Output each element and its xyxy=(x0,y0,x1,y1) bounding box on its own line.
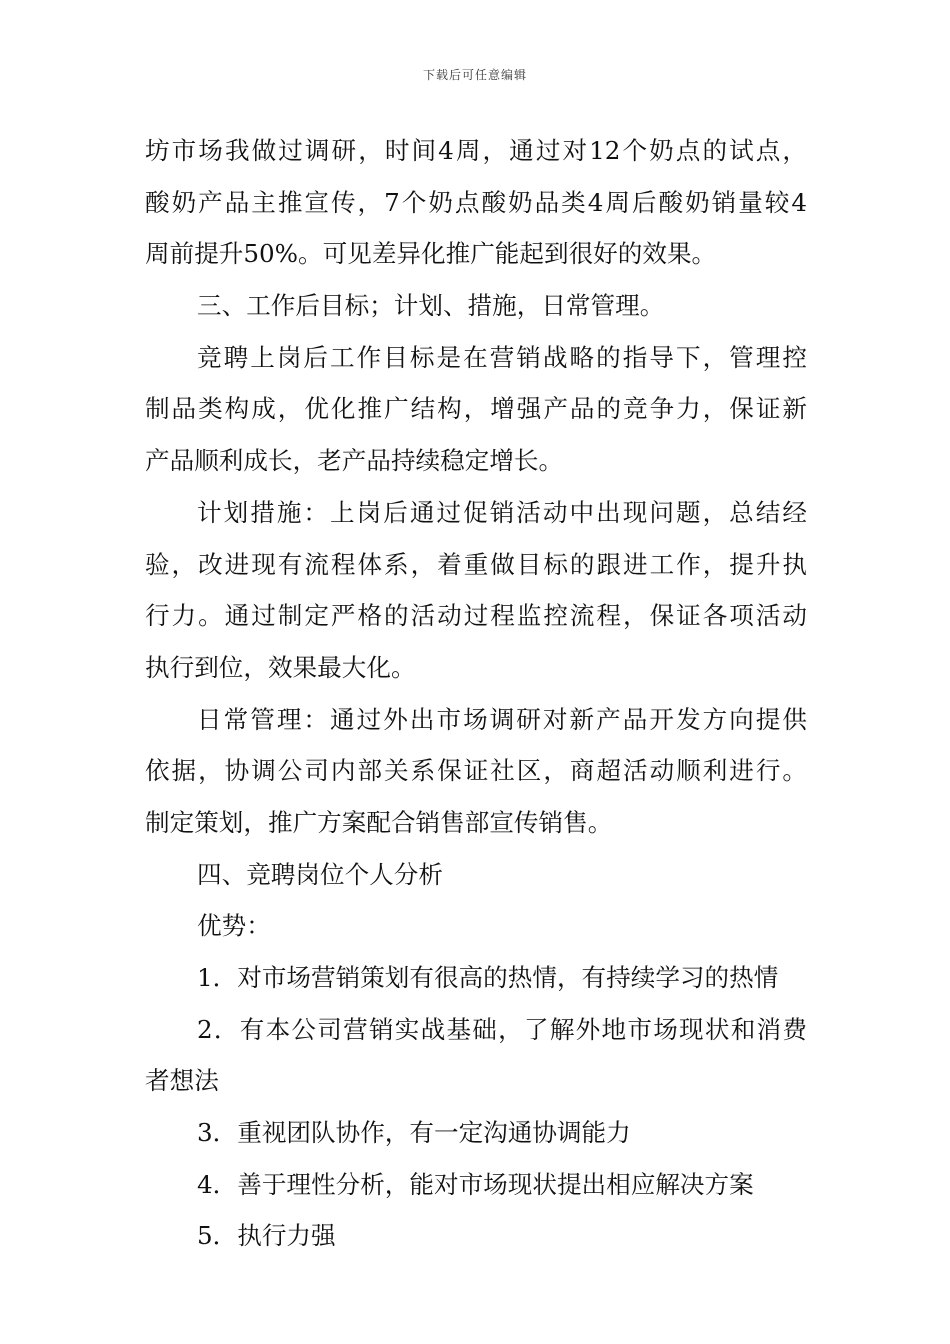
page-header: 下载后可任意编辑 xyxy=(422,68,527,82)
paragraph-line: 日常管理：通过外出市场调研对新产品开发方向提供 xyxy=(197,704,807,734)
document-body xyxy=(145,125,807,1262)
paragraph-line: 竞聘上岗后工作目标是在营销战略的指导下，管理控 xyxy=(197,342,807,372)
paragraph-line: 酸奶产品主推宣传，7个奶点酸奶品类4周后酸奶销量较4 xyxy=(145,187,807,217)
list-item: 4．善于理性分析，能对市场现状提出相应解决方案 xyxy=(197,1169,754,1199)
paragraph-line: 行力。通过制定严格的活动过程监控流程，保证各项活动 xyxy=(145,601,807,631)
paragraph-line: 执行到位，效果最大化。 xyxy=(145,652,416,682)
paragraph-line: 制品类构成，优化推广结构，增强产品的竞争力，保证新 xyxy=(145,394,807,424)
list-item: 5．执行力强 xyxy=(197,1221,336,1251)
list-item: 1．对市场营销策划有很高的热情，有持续学习的热情 xyxy=(197,963,779,992)
paragraph-line: 坊市场我做过调研，时间4周，通过对12个奶点的试点， xyxy=(145,136,807,165)
paragraph-line: 周前提升50%。可见差异化推广能起到很好的效果。 xyxy=(145,239,717,269)
list-item: 3．重视团队协作，有一定沟通协调能力 xyxy=(197,1118,631,1148)
paragraph-line: 产品顺利成长，老产品持续稳定增长。 xyxy=(145,446,564,476)
paragraph-line: 依据，协调公司内部关系保证社区，商超活动顺利进行。 xyxy=(145,756,807,786)
section-heading: 三、工作后目标；计划、措施，日常管理。 xyxy=(197,291,665,321)
list-item-continuation: 者想法 xyxy=(145,1066,219,1096)
subheading: 优势： xyxy=(197,911,271,941)
section-heading: 四、竞聘岗位个人分析 xyxy=(197,859,443,889)
paragraph-line: 计划措施：上岗后通过促销活动中出现问题，总结经 xyxy=(197,497,807,527)
paragraph-line: 验，改进现有流程体系，着重做目标的跟进工作，提升执 xyxy=(145,549,807,579)
paragraph-line: 制定策划，推广方案配合销售部宣传销售。 xyxy=(145,807,613,837)
list-item: 2．有本公司营销实战基础，了解外地市场现状和消费 xyxy=(197,1014,807,1044)
